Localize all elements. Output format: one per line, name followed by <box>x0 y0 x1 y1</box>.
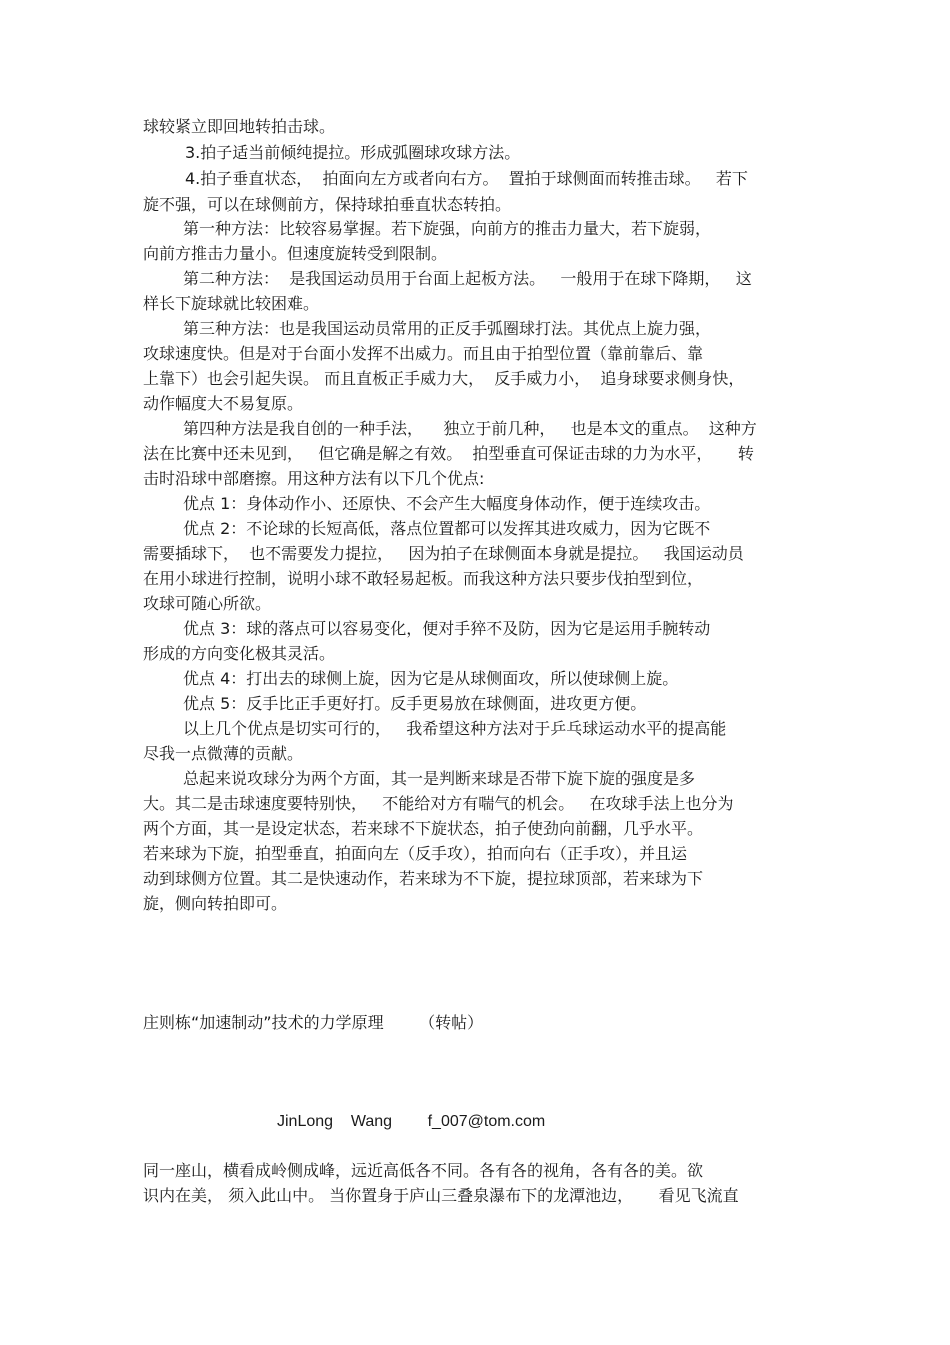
body-line: 法在比赛中还未见到， 但它确是解之有效。 拍型垂直可保证击球的力为水平， 转 <box>143 444 754 463</box>
body-line: 旋，侧向转拍即可。 <box>143 894 288 913</box>
body-line: 两个方面，其一是设定状态，若来球不下旋状态，拍子使劲向前翻，几乎水平。 <box>143 819 704 838</box>
body-line: 上靠下）也会引起失误。 而且直板正手威力大， 反手威力小， 追身球要求侧身快， <box>143 369 745 388</box>
body-line: 攻球可随心所欲。 <box>143 594 272 613</box>
body-line: 若来球为下旋，拍型垂直，拍面向左（反手攻），拍而向右（正手攻），并且运 <box>143 844 688 863</box>
body-line: 优点 2：不论球的长短高低，落点位置都可以发挥其进攻威力，因为它既不 <box>183 519 711 538</box>
body-line: 总起来说攻球分为两个方面，其一是判断来球是否带下旋下旋的强度是多 <box>183 769 696 788</box>
body-line: 击时沿球中部磨擦。用这种方法有以下几个优点: <box>143 469 485 488</box>
body-line: 优点 5：反手比正手更好打。反手更易放在球侧面，进攻更方便。 <box>183 694 647 713</box>
body-line: 形成的方向变化极其灵活。 <box>143 644 336 663</box>
article-title: 庄则栋“加速制动”技术的力学原理 （转帖） <box>143 1013 484 1032</box>
body-line: 第三种方法：也是我国运动员常用的正反手弧圈球打法。其优点上旋力强， <box>183 319 712 338</box>
body-line: 优点 3：球的落点可以容易变化，便对手猝不及防，因为它是运用手腕转动 <box>183 619 711 638</box>
body-line: 大。其二是击球速度要特别快， 不能给对方有喘气的机会。 在攻球手法上也分为 <box>143 794 734 813</box>
body-line: 动作幅度大不易复原。 <box>143 394 304 413</box>
body-line: 向前方推击力量小。但速度旋转受到限制。 <box>143 244 448 263</box>
body-line: 攻球速度快。但是对于台面小发挥不出威力。而且由于拍型位置（靠前靠后、靠 <box>143 344 704 363</box>
body-line: 优点 1：身体动作小、还原快、不会产生大幅度身体动作，便于连续攻击。 <box>183 494 711 513</box>
author-line: JinLong Wang f_007@tom.com <box>277 1113 546 1130</box>
body-line: 3.拍子适当前倾纯提拉。形成弧圈球攻球方法。 <box>185 143 521 162</box>
body-line: 旋不强，可以在球侧前方，保持球拍垂直状态转拍。 <box>143 195 512 214</box>
body-line: 在用小球进行控制，说明小球不敢轻易起板。而我这种方法只要步伐拍型到位， <box>143 569 704 588</box>
body-line: 尽我一点微薄的贡献。 <box>143 744 304 763</box>
intro-line: 识内在美， 须入此山中。 当你置身于庐山三叠泉瀑布下的龙潭池边， 看见飞流直 <box>143 1186 739 1205</box>
body-line: 第一种方法：比较容易掌握。若下旋强，向前方的推击力量大，若下旋弱， <box>183 219 712 238</box>
body-line: 动到球侧方位置。其二是快速动作，若来球为不下旋，提拉球顶部，若来球为下 <box>143 869 704 888</box>
intro-line: 同一座山，横看成岭侧成峰，远近高低各不同。各有各的视角，各有各的美。欲 <box>143 1161 704 1180</box>
body-line: 球较紧立即回地转拍击球。 <box>143 117 336 136</box>
body-line: 优点 4：打出去的球侧上旋，因为它是从球侧面攻，所以使球侧上旋。 <box>183 669 679 688</box>
body-line: 第二种方法： 是我国运动员用于台面上起板方法。 一般用于在球下降期， 这 <box>183 269 752 288</box>
body-line: 以上几个优点是切实可行的， 我希望这种方法对于乒乓球运动水平的提高能 <box>183 719 727 738</box>
body-line: 需要插球下， 也不需要发力提拉， 因为拍子在球侧面本身就是提拉。 我国运动员 <box>143 544 744 563</box>
body-line: 4.拍子垂直状态， 拍面向左方或者向右方。 置拍于球侧面而转推击球。 若下 <box>185 169 748 188</box>
body-line: 样长下旋球就比较困难。 <box>143 294 320 313</box>
body-line: 第四种方法是我自创的一种手法， 独立于前几种， 也是本文的重点。 这种方 <box>183 419 757 438</box>
